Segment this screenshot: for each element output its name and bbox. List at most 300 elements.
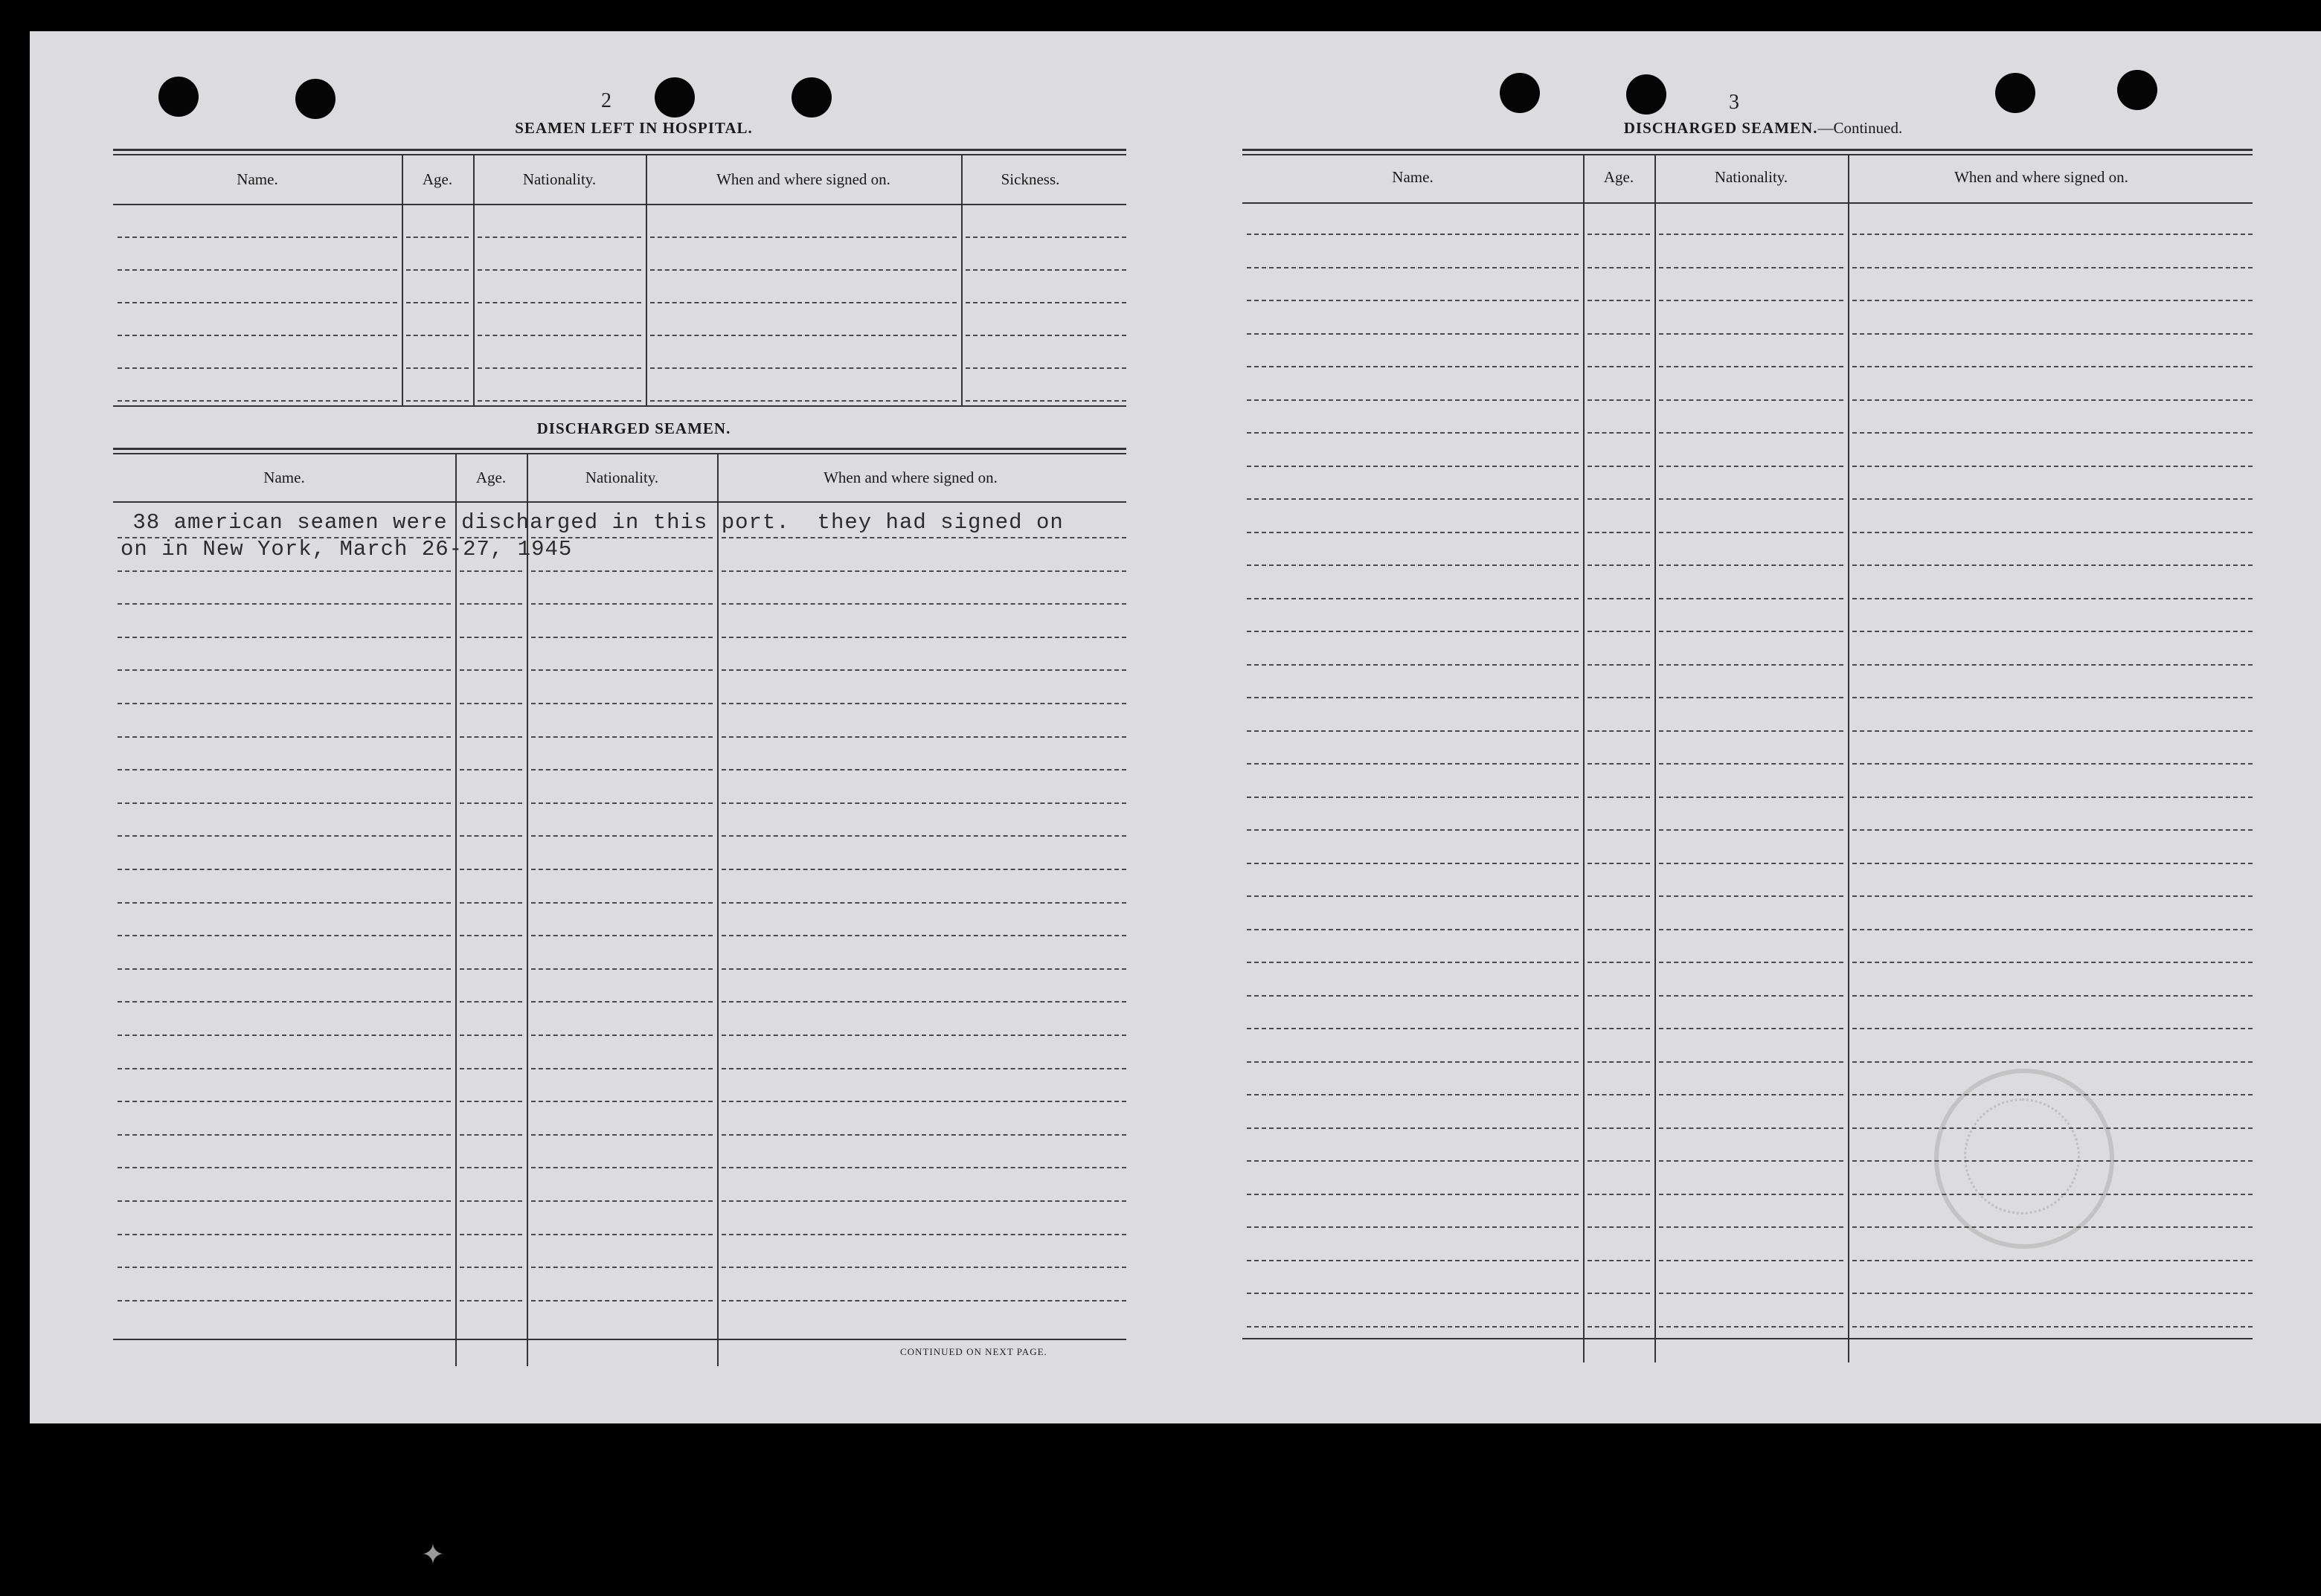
column-divider: [455, 453, 457, 1366]
ruled-line: [1588, 763, 1650, 765]
ruled-line: [1588, 929, 1650, 930]
discharged-continued-title: [1242, 119, 2284, 138]
ruled-line: [1247, 532, 1579, 533]
ruled-line: [1247, 432, 1579, 434]
ruled-line: [722, 1200, 1126, 1202]
ruled-line: [460, 902, 522, 904]
ruled-line: [478, 400, 641, 402]
ruled-line: [1247, 267, 1579, 268]
ruled-line: [118, 1300, 451, 1301]
ruled-line: [118, 736, 451, 738]
ruled-line: [1852, 863, 2253, 864]
continued-note: CONTINUED ON NEXT PAGE.: [900, 1346, 1047, 1357]
column-header-signed-on: When and where signed on.: [1954, 168, 2128, 186]
ruled-line: [1659, 697, 1843, 698]
ruled-line: [1247, 631, 1579, 632]
column-divider: [717, 453, 719, 1366]
punch-hole: [1626, 74, 1666, 115]
ruled-line: [531, 1068, 713, 1069]
ruled-line: [460, 968, 522, 970]
ruled-line: [1247, 466, 1579, 467]
ruled-line: [1588, 1293, 1650, 1294]
ruled-line: [460, 603, 522, 605]
ruled-line: [1852, 366, 2253, 367]
ruled-line: [118, 703, 451, 704]
column-header-age: Age.: [1603, 168, 1634, 186]
column-header-nationality: Nationality.: [1714, 168, 1788, 186]
column-header-signed-on: When and where signed on.: [716, 170, 890, 188]
ruled-line: [1247, 797, 1579, 798]
ruled-line: [1247, 730, 1579, 732]
ruled-line: [531, 902, 713, 904]
ruled-line: [1588, 1028, 1650, 1029]
ruled-line: [406, 269, 469, 271]
ruled-line: [531, 1267, 713, 1268]
ruled-line: [1852, 1194, 2253, 1195]
column-header-age: Age.: [422, 170, 453, 188]
ruled-line: [1588, 300, 1650, 301]
column-divider: [646, 154, 647, 405]
ruled-line: [531, 570, 713, 572]
ruled-line: [531, 968, 713, 970]
ruled-line: [118, 902, 451, 904]
ruled-line: [1852, 1061, 2253, 1063]
ruled-line: [531, 1034, 713, 1036]
ruled-line: [1659, 995, 1843, 997]
ruled-line: [1659, 829, 1843, 831]
ruled-line: [118, 367, 397, 369]
ruled-line: [650, 302, 957, 303]
ruled-line: [118, 236, 397, 238]
ruled-line: [1659, 564, 1843, 566]
scan-artifact: ✦: [421, 1539, 445, 1571]
ruled-line: [650, 236, 957, 238]
ruled-line: [1659, 1127, 1843, 1129]
punch-hole: [1500, 73, 1540, 113]
ruled-line: [722, 1101, 1126, 1102]
ruled-line: [1588, 829, 1650, 831]
ruled-line: [531, 669, 713, 671]
ruled-line: [1852, 432, 2253, 434]
ruled-line: [460, 935, 522, 936]
ruled-line: [1852, 498, 2253, 500]
ruled-line: [531, 869, 713, 870]
ruled-line: [722, 835, 1126, 837]
ruled-line: [1247, 1127, 1579, 1129]
ruled-line: [1852, 1028, 2253, 1029]
ruled-line: [460, 1200, 522, 1202]
ruled-line: [1659, 466, 1843, 467]
ruled-line: [1247, 697, 1579, 698]
ruled-line: [460, 537, 522, 538]
ruled-line: [650, 269, 957, 271]
ruled-line: [1659, 863, 1843, 864]
ruled-line: [1247, 664, 1579, 666]
ruled-line: [1852, 532, 2253, 533]
ruled-line: [118, 1167, 451, 1168]
ruled-line: [460, 1267, 522, 1268]
ruled-line: [478, 335, 641, 336]
ruled-line: [118, 1101, 451, 1102]
ruled-line: [1852, 763, 2253, 765]
ruled-line: [722, 902, 1126, 904]
column-divider: [402, 154, 403, 405]
ruled-line: [722, 537, 1126, 538]
ruled-line: [966, 400, 1126, 402]
ruled-line: [722, 935, 1126, 936]
ruled-line: [722, 736, 1126, 738]
ruled-line: [1659, 1094, 1843, 1095]
ruled-line: [1852, 895, 2253, 897]
ruled-line: [722, 802, 1126, 804]
ruled-line: [966, 367, 1126, 369]
ruled-line: [1588, 995, 1650, 997]
ruled-line: [1852, 962, 2253, 963]
ruled-line: [460, 835, 522, 837]
ruled-line: [1247, 1226, 1579, 1228]
ruled-line: [650, 335, 957, 336]
ruled-line: [1247, 399, 1579, 401]
ruled-line: [118, 269, 397, 271]
ruled-line: [722, 570, 1126, 572]
ruled-line: [1588, 399, 1650, 401]
ruled-line: [531, 1134, 713, 1136]
ruled-line: [1659, 399, 1843, 401]
ruled-line: [478, 367, 641, 369]
ruled-line: [531, 1200, 713, 1202]
ruled-line: [1588, 730, 1650, 732]
ruled-line: [1659, 234, 1843, 235]
ruled-line: [460, 669, 522, 671]
ruled-line: [1659, 1028, 1843, 1029]
ruled-line: [722, 1167, 1126, 1168]
ruled-line: [1659, 1226, 1843, 1228]
ruled-line: [1588, 962, 1650, 963]
ruled-line: [1588, 432, 1650, 434]
ruled-line: [118, 769, 451, 770]
ruled-line: [1247, 1260, 1579, 1261]
hospital-section-title: SEAMEN LEFT IN HOSPITAL.: [515, 119, 753, 137]
ruled-line: [1852, 1160, 2253, 1162]
ruled-line: [1659, 1160, 1843, 1162]
ruled-line: [460, 703, 522, 704]
ruled-line: [478, 302, 641, 303]
header-bottom-rule: [113, 501, 1126, 503]
header-bottom-rule: [113, 204, 1126, 205]
ruled-line: [1247, 598, 1579, 599]
ruled-line: [118, 1134, 451, 1136]
ruled-line: [1659, 1194, 1843, 1195]
column-header-age: Age.: [475, 469, 507, 486]
ruled-line: [1588, 631, 1650, 632]
ruled-line: [1247, 863, 1579, 864]
ruled-line: [1852, 564, 2253, 566]
ruled-line: [1852, 664, 2253, 666]
ruled-line: [1588, 532, 1650, 533]
ruled-line: [1588, 1061, 1650, 1063]
ruled-line: [1852, 1260, 2253, 1261]
title-main: DISCHARGED SEAMEN.: [1623, 119, 1818, 137]
document-page: [30, 31, 2321, 1423]
ruled-line: [478, 269, 641, 271]
ruled-line: [1852, 995, 2253, 997]
ruled-line: [1588, 564, 1650, 566]
ruled-line: [118, 537, 451, 538]
ruled-line: [1588, 498, 1650, 500]
ruled-line: [531, 637, 713, 638]
ruled-line: [1247, 300, 1579, 301]
table-top-rule: [1242, 154, 2253, 155]
ruled-line: [118, 1200, 451, 1202]
ruled-line: [460, 1134, 522, 1136]
ruled-line: [1659, 366, 1843, 367]
discharged-section-title: DISCHARGED SEAMEN.: [536, 419, 731, 437]
ruled-line: [1852, 1293, 2253, 1294]
column-divider: [527, 453, 528, 1366]
ruled-line: [722, 1068, 1126, 1069]
ruled-line: [1852, 466, 2253, 467]
ruled-line: [460, 637, 522, 638]
ruled-line: [118, 1001, 451, 1003]
ruled-line: [1852, 1226, 2253, 1228]
ruled-line: [650, 367, 957, 369]
ruled-line: [118, 302, 397, 303]
ruled-line: [722, 968, 1126, 970]
ruled-line: [1588, 697, 1650, 698]
ruled-line: [118, 335, 397, 336]
ruled-line: [722, 1234, 1126, 1235]
ruled-line: [1247, 895, 1579, 897]
ruled-line: [722, 603, 1126, 605]
ruled-line: [1852, 697, 2253, 698]
ruled-line: [1659, 498, 1843, 500]
ruled-line: [460, 1068, 522, 1069]
column-header-sickness: Sickness.: [1001, 170, 1060, 188]
ruled-line: [1588, 1326, 1650, 1328]
punch-hole: [1995, 73, 2035, 113]
ruled-line: [722, 1001, 1126, 1003]
column-divider: [1583, 154, 1585, 1362]
ruled-line: [460, 802, 522, 804]
ruled-line: [722, 703, 1126, 704]
ruled-line: [1247, 1094, 1579, 1095]
ruled-line: [1588, 1194, 1650, 1195]
ruled-line: [1588, 1260, 1650, 1261]
ruled-line: [531, 769, 713, 770]
ruled-line: [1659, 267, 1843, 268]
ruled-line: [1659, 664, 1843, 666]
ruled-line: [1852, 1127, 2253, 1129]
ruled-line: [460, 769, 522, 770]
ruled-line: [1588, 1094, 1650, 1095]
ruled-line: [722, 1134, 1126, 1136]
ruled-line: [1852, 267, 2253, 268]
ruled-line: [118, 570, 451, 572]
ruled-line: [1659, 1061, 1843, 1063]
stamp-ring: [1964, 1098, 2080, 1214]
punch-hole: [158, 77, 199, 117]
ruled-line: [1247, 763, 1579, 765]
ruled-line: [650, 400, 957, 402]
ruled-line: [406, 367, 469, 369]
ruled-line: [1588, 598, 1650, 599]
ruled-line: [1852, 300, 2253, 301]
ruled-line: [1588, 466, 1650, 467]
ruled-line: [1588, 366, 1650, 367]
ruled-line: [460, 1101, 522, 1102]
ruled-line: [118, 869, 451, 870]
column-divider: [1848, 154, 1849, 1362]
ruled-line: [1588, 1127, 1650, 1129]
ruled-line: [1588, 1226, 1650, 1228]
ruled-line: [1588, 333, 1650, 335]
ruled-line: [1852, 1326, 2253, 1328]
ruled-line: [118, 603, 451, 605]
ruled-line: [531, 935, 713, 936]
ruled-line: [722, 669, 1126, 671]
ruled-line: [1659, 763, 1843, 765]
ruled-line: [1247, 1160, 1579, 1162]
ruled-line: [118, 669, 451, 671]
column-header-nationality: Nationality.: [522, 170, 597, 188]
column-header-nationality: Nationality.: [585, 469, 659, 486]
column-header-name: Name.: [1392, 168, 1434, 186]
ruled-line: [1852, 829, 2253, 831]
ruled-line: [1659, 631, 1843, 632]
title-suffix: —Continued.: [1817, 119, 1903, 137]
table-top-rule: [113, 149, 1126, 151]
ruled-line: [1247, 1061, 1579, 1063]
ruled-line: [1659, 797, 1843, 798]
ruled-line: [1659, 1260, 1843, 1261]
ruled-line: [1247, 333, 1579, 335]
punch-hole: [792, 77, 832, 118]
ruled-line: [406, 302, 469, 303]
column-divider: [473, 154, 475, 405]
ruled-line: [1247, 829, 1579, 831]
ruled-line: [531, 736, 713, 738]
ruled-line: [1659, 333, 1843, 335]
table-bottom-rule: [113, 405, 1126, 407]
ruled-line: [1852, 631, 2253, 632]
ruled-line: [531, 603, 713, 605]
punch-hole: [2117, 70, 2157, 110]
ruled-line: [966, 302, 1126, 303]
ruled-line: [531, 1234, 713, 1235]
ruled-line: [722, 769, 1126, 770]
ruled-line: [722, 1300, 1126, 1301]
ruled-line: [1247, 1194, 1579, 1195]
ruled-line: [966, 269, 1126, 271]
ruled-line: [118, 1068, 451, 1069]
ruled-line: [460, 1001, 522, 1003]
ruled-line: [1588, 1160, 1650, 1162]
ruled-line: [1588, 863, 1650, 864]
ruled-line: [1852, 730, 2253, 732]
ruled-line: [531, 703, 713, 704]
ruled-line: [1588, 234, 1650, 235]
ruled-line: [1247, 498, 1579, 500]
ruled-line: [531, 1167, 713, 1168]
ruled-line: [1852, 234, 2253, 235]
ruled-line: [1659, 895, 1843, 897]
ruled-line: [722, 869, 1126, 870]
ruled-line: [118, 835, 451, 837]
ruled-line: [460, 869, 522, 870]
page-number-right: 3: [1729, 91, 1739, 114]
ruled-line: [118, 802, 451, 804]
ruled-line: [1247, 995, 1579, 997]
ruled-line: [406, 400, 469, 402]
ruled-line: [1247, 366, 1579, 367]
column-divider: [961, 154, 963, 405]
ruled-line: [1659, 532, 1843, 533]
ruled-line: [722, 1267, 1126, 1268]
ruled-line: [406, 236, 469, 238]
ruled-line: [478, 236, 641, 238]
ruled-line: [1852, 598, 2253, 599]
ruled-line: [118, 637, 451, 638]
faint-stamp: [1934, 1069, 2114, 1249]
ruled-line: [1852, 1094, 2253, 1095]
ruled-line: [966, 335, 1126, 336]
column-header-name: Name.: [237, 170, 278, 188]
column-header-signed-on: When and where signed on.: [824, 469, 998, 486]
ruled-line: [1852, 797, 2253, 798]
ruled-line: [1588, 267, 1650, 268]
ruled-line: [1247, 962, 1579, 963]
ruled-line: [460, 736, 522, 738]
ruled-line: [1247, 1326, 1579, 1328]
page-number-left: 2: [601, 89, 611, 112]
ruled-line: [460, 1300, 522, 1301]
ruled-line: [1659, 929, 1843, 930]
ruled-line: [118, 400, 397, 402]
punch-hole: [655, 77, 695, 118]
ruled-line: [1852, 929, 2253, 930]
ruled-line: [722, 637, 1126, 638]
table-bottom-rule: [1242, 1338, 2253, 1339]
ruled-line: [1659, 300, 1843, 301]
ruled-line: [460, 570, 522, 572]
table-bottom-rule: [113, 1339, 1126, 1340]
table-top-rule: [113, 154, 1126, 155]
ruled-line: [531, 802, 713, 804]
ruled-line: [1588, 797, 1650, 798]
ruled-line: [1659, 598, 1843, 599]
ruled-line: [118, 1034, 451, 1036]
ruled-line: [1588, 895, 1650, 897]
ruled-line: [118, 935, 451, 936]
ruled-line: [531, 1101, 713, 1102]
ruled-line: [1247, 564, 1579, 566]
table-top-rule: [113, 453, 1126, 454]
column-divider: [1654, 154, 1656, 1362]
table-top-rule: [1242, 149, 2253, 151]
ruled-line: [406, 335, 469, 336]
ruled-line: [531, 537, 713, 538]
ruled-line: [966, 236, 1126, 238]
typed-entry-line: on in New York, March 26-27, 1945: [121, 537, 573, 562]
ruled-line: [531, 835, 713, 837]
ruled-line: [1659, 432, 1843, 434]
ruled-line: [118, 968, 451, 970]
typed-entry-line: 38 american seamen were discharged in this port. they had signed on: [119, 510, 1064, 535]
ruled-line: [1852, 333, 2253, 335]
ruled-line: [531, 1300, 713, 1301]
table-top-rule: [113, 448, 1126, 450]
ruled-line: [118, 1234, 451, 1235]
